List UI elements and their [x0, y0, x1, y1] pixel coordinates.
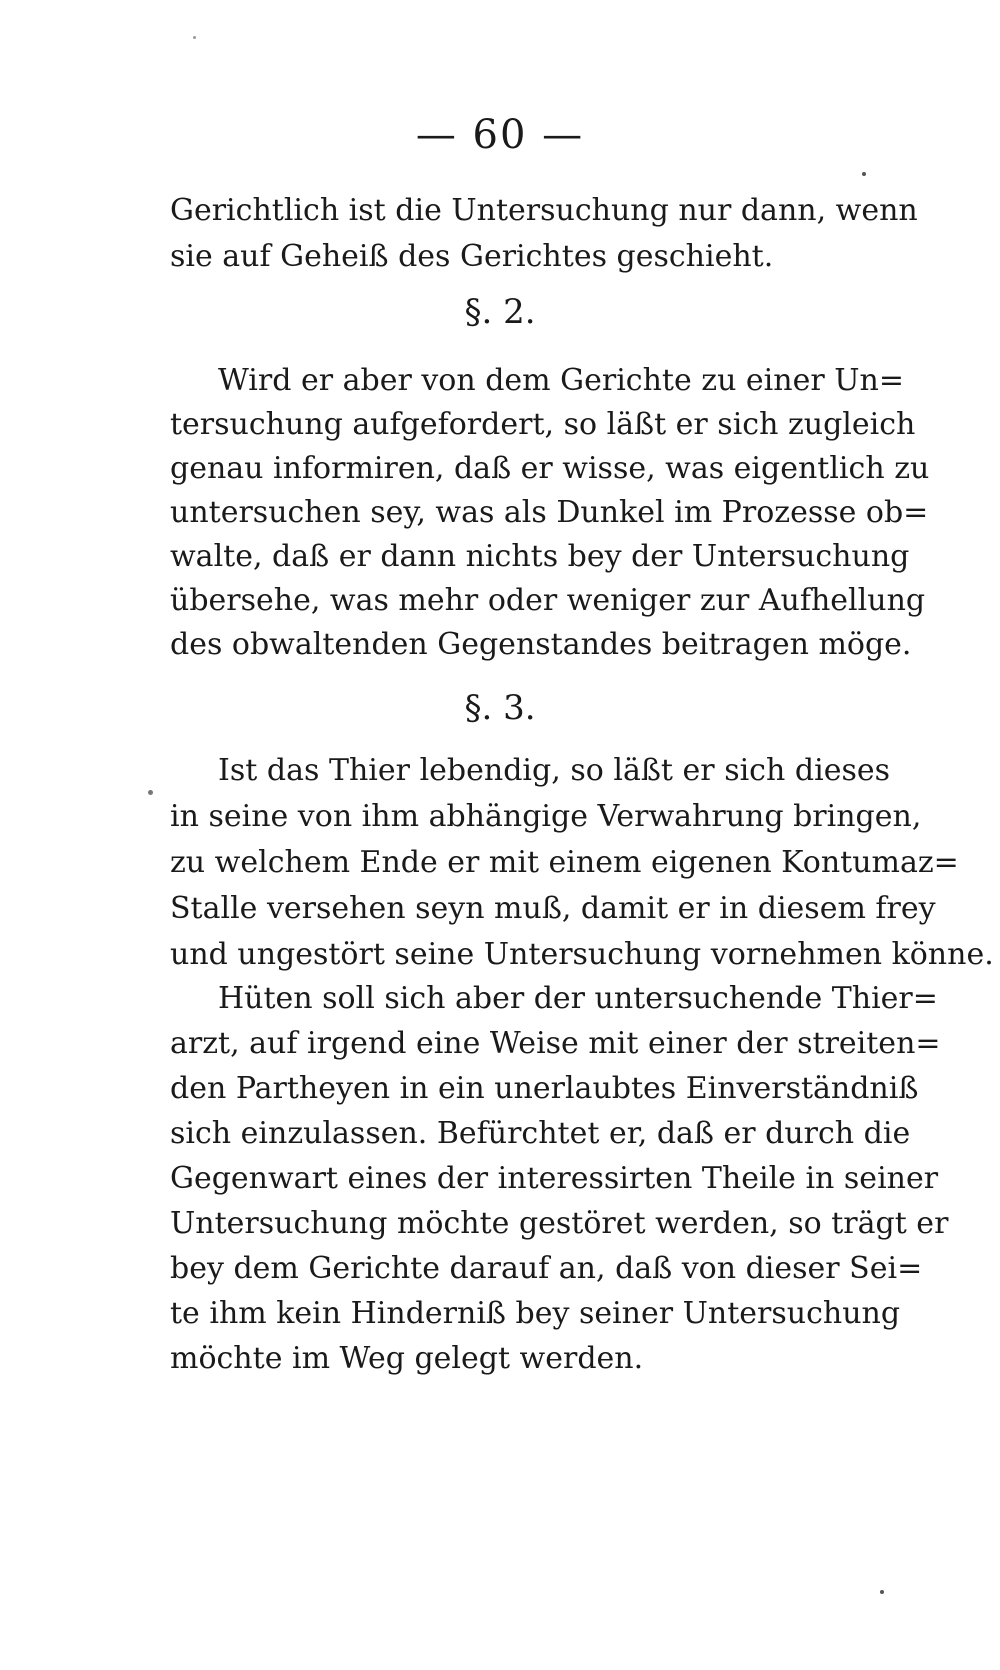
scan-speck — [880, 1590, 884, 1594]
text-line: sich einzulassen. Befürchtet er, daß er durch die — [170, 1116, 911, 1151]
text-line: bey dem Gerichte darauf an, daß von dieser Sei= — [170, 1251, 923, 1286]
text-line: den Partheyen in ein unerlaubtes Einverständniß — [170, 1071, 919, 1106]
text-line: Wird er aber von dem Gerichte zu einer Un= — [218, 363, 904, 398]
text-line: tersuchung aufgefordert, so läßt er sich zugleich — [170, 407, 916, 442]
page-number: — 60 — — [415, 112, 585, 158]
text-line: walte, daß er dann nichts bey der Untersuchung — [170, 539, 910, 574]
text-line: Stalle versehen seyn muß, damit er in diesem frey — [170, 891, 936, 926]
section-heading-2: §. 2. — [464, 292, 536, 332]
text-line: untersuchen sey, was als Dunkel im Prozesse ob= — [170, 495, 929, 530]
text-line: Hüten soll sich aber der untersuchende Thier= — [218, 981, 938, 1016]
scan-speck — [862, 172, 866, 176]
text-line: te ihm kein Hinderniß bey seiner Untersuchung — [170, 1296, 901, 1331]
text-line: Gegenwart eines der interessirten Theile in seiner — [170, 1161, 939, 1196]
scan-speck — [193, 36, 196, 39]
text-line: und ungestört seine Untersuchung vornehmen könne. — [170, 937, 994, 972]
text-line: übersehe, was mehr oder weniger zur Aufhellung — [170, 583, 926, 618]
text-line: Untersuchung möchte gestöret werden, so trägt er — [170, 1206, 949, 1241]
text-line: Ist das Thier lebendig, so läßt er sich dieses — [218, 753, 890, 788]
section-heading-3: §. 3. — [464, 688, 536, 728]
text-line: zu welchem Ende er mit einem eigenen Kontumaz= — [170, 845, 959, 880]
text-line: Gerichtlich ist die Untersuchung nur dann, wenn — [170, 193, 918, 228]
text-line: arzt, auf irgend eine Weise mit einer der streiten= — [170, 1026, 941, 1061]
text-line: sie auf Geheiß des Gerichtes geschieht. — [170, 239, 774, 274]
text-line: möchte im Weg gelegt werden. — [170, 1341, 644, 1376]
text-line: genau informiren, daß er wisse, was eigentlich zu — [170, 451, 930, 486]
text-line: in seine von ihm abhängige Verwahrung bringen, — [170, 799, 922, 834]
text-line: des obwaltenden Gegenstandes beitragen möge. — [170, 627, 912, 662]
scan-speck — [148, 790, 153, 795]
